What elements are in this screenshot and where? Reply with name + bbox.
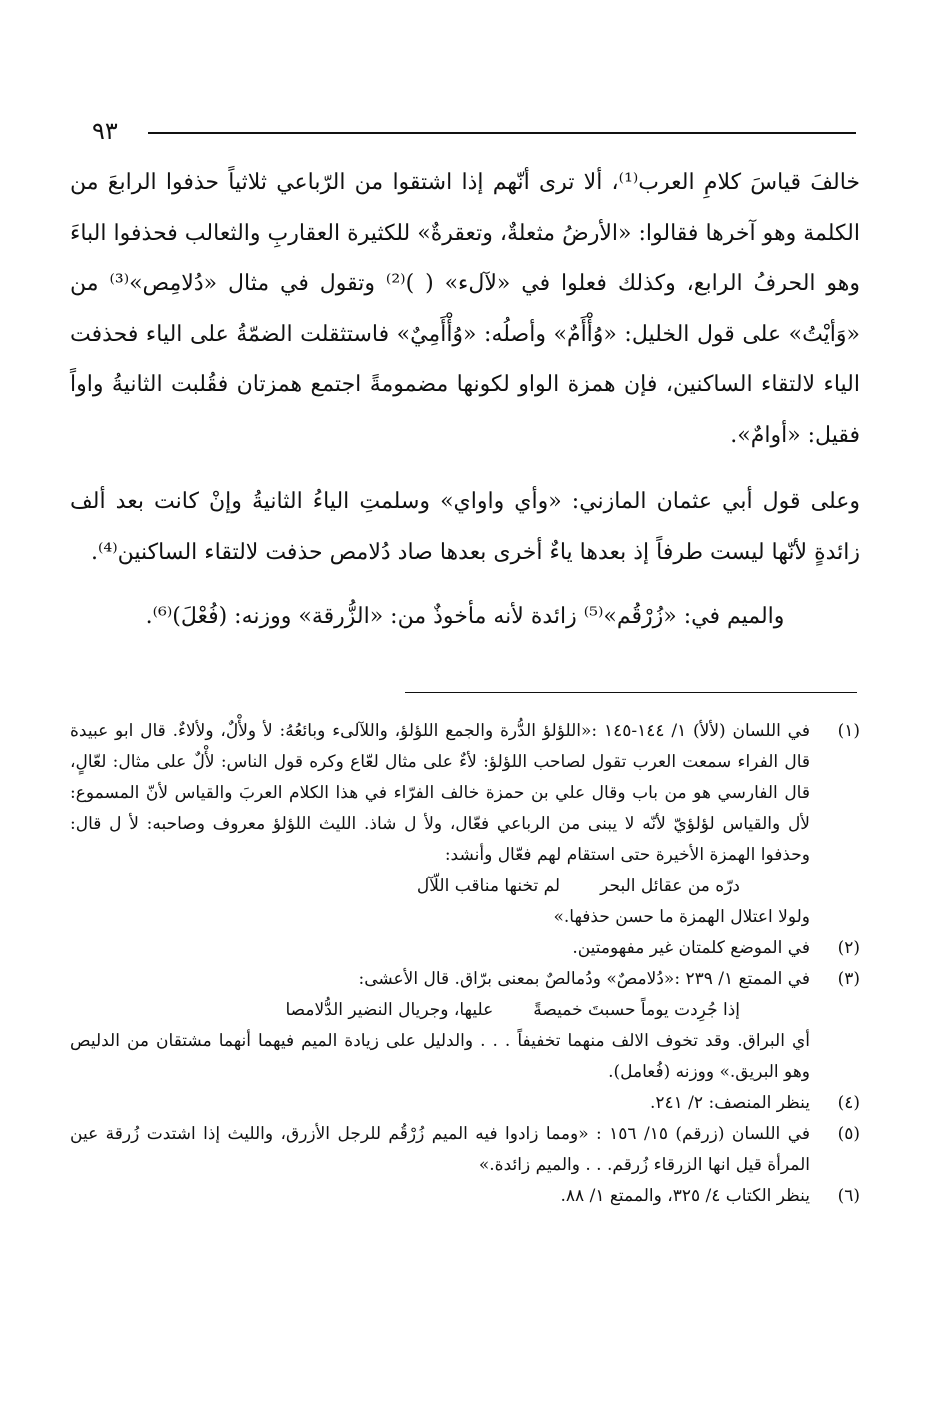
- main-text: [70, 158, 860, 643]
- page-number: ٩٣: [92, 117, 118, 145]
- verse-hemistich: درّه من عقائل البحر: [600, 876, 740, 896]
- footnote-text: في اللسان (لألأ) ١/ ١٤٤-١٤٥ :«اللؤلؤ الدُّرة والجمع اللؤلؤ، واللآلىء وبائعُهُ: لأ ولأْلٌ، ولألاءٌ. قال ابو عبيدة قال الفراء سمعت العرب تقول لصاحب اللؤلؤ: لأءٌ على مثال لعّاع وكره قول الناس: لأْلٌ على مثال: لعّالٍ، قال الفارسي هو من باب وقال علي بن حمزة خالف الفرّاء في هذا الكلام العربَ والقياس لأنّ المسموع: لأل والقياس لؤلؤيّ لأنّه لا يبنى من الرباعي فعّال، ولأ ل شاذ. الليث اللؤلؤ معروف وصاحبه: لأ ل قال: وحذفوا الهمزة الأخيرة حتى استقام لهم فعّال وأنشد:: [70, 721, 810, 865]
- footnote-number: (٥): [837, 1124, 860, 1144]
- footnote-number: (٣): [837, 969, 860, 989]
- footnote: [70, 933, 860, 964]
- verse: [70, 995, 810, 1026]
- footnote-text: في الممتع ١/ ٢٣٩ :«دُلامصٌ» ودُمالصٌ بمعنى برّاق. قال الأعشى:: [358, 969, 810, 989]
- footnotes: [70, 716, 860, 1212]
- footnote: [70, 1088, 860, 1119]
- footnote-text: أي البراق. وقد تخوف الالف منهما تخفيفاً . . . والدليل على زيادة الميم فيهما أنهما مشتقان من الدليص وهو البريق.» ووزنه (فُعامل).: [70, 1031, 810, 1082]
- footnote: [70, 716, 860, 933]
- footnote-number: (١): [837, 721, 860, 741]
- footnote-text: في الموضع كلمتان غير مفهومتين.: [572, 938, 810, 958]
- footnote-text: ولولا اعتلال الهمزة ما حسن حذفها.»: [553, 907, 810, 927]
- verse-hemistich: إذا جُرِدت يوماً حسبتَ خميصةً: [533, 1000, 740, 1020]
- footnote-text: في اللسان (زرقم) ١٥/ ١٥٦ : «ومما زادوا فيه الميم زُرْقُم للرجل الأزرق، والليث إذا اشتدت زُرقة عين المرأة قيل انها الزرقاء زُرقم. . . والميم زائدة.»: [70, 1124, 810, 1175]
- footnote-number: (٤): [837, 1093, 860, 1113]
- footnote: [70, 964, 860, 1088]
- footnote-number: (٦): [837, 1186, 860, 1206]
- verse-hemistich: لم تخنها مناقب اللّآل: [416, 876, 561, 896]
- footnote-text: ينظر المنصف: ٢/ ٢٤١.: [649, 1093, 810, 1113]
- footnote: [70, 1181, 860, 1212]
- verse-hemistich: عليها، وجريال النضير الدُّلامصا: [285, 1000, 494, 1020]
- paragraph: خالفَ قياسَ كلامِ العرب⁽¹⁾، ألا ترى أنّهم إذا اشتقوا من الرّباعي ثلاثياً حذفوا الرابعَ من الكلمة وهو آخرها فقالوا: «الأرضُ مثعلةٌ، وتعقرةٌ» للكثيرة العقاربِ والثعالب فحذفوا الباءَ وهو الحرفُ الرابع، وكذلك فعلوا في «لآلء» ( )⁽²⁾ وتقول في مثال «دُلامِص»⁽³⁾ من «وَأيْتُ» على قول الخليل: «وُأْأَمٌ» وأصلُه: «وُأْأَمِيٌ» فاستثقلت الضمّةُ على الياء فحذفت الياء لالتقاء الساكنين، فإن همزة الواو لكونها مضمومةً اجتمع همزتان فقُلبت الثانيةُ واواً فقيل: «أوامٌ».: [70, 170, 861, 448]
- footnote: [70, 1119, 860, 1181]
- header-rule: [148, 132, 856, 134]
- paragraph: والميم في: «زُرْقُم»⁽⁵⁾ زائدة لأنه مأخوذٌ من: «الزُّرقة» ووزنه: (فُعْلَ)⁽⁶⁾.: [145, 604, 785, 629]
- footnote-rule: [405, 692, 857, 693]
- footnote-number: (٢): [837, 938, 860, 958]
- footnote-text: ينظر الكتاب ٤/ ٣٢٥، والممتع ١/ ٨٨.: [560, 1186, 810, 1206]
- verse: [70, 871, 810, 902]
- paragraph: وعلى قول أبي عثمان المازني: «وأي واواي» وسلمتِ الياءُ الثانيةُ وإنْ كانت بعد ألف زائدةٍ لأنّها ليست طرفاً إذ بعدها ياءٌ أخرى بعدها صاد دُلامص حذفت لالتقاء الساكنين⁽⁴⁾.: [70, 489, 860, 565]
